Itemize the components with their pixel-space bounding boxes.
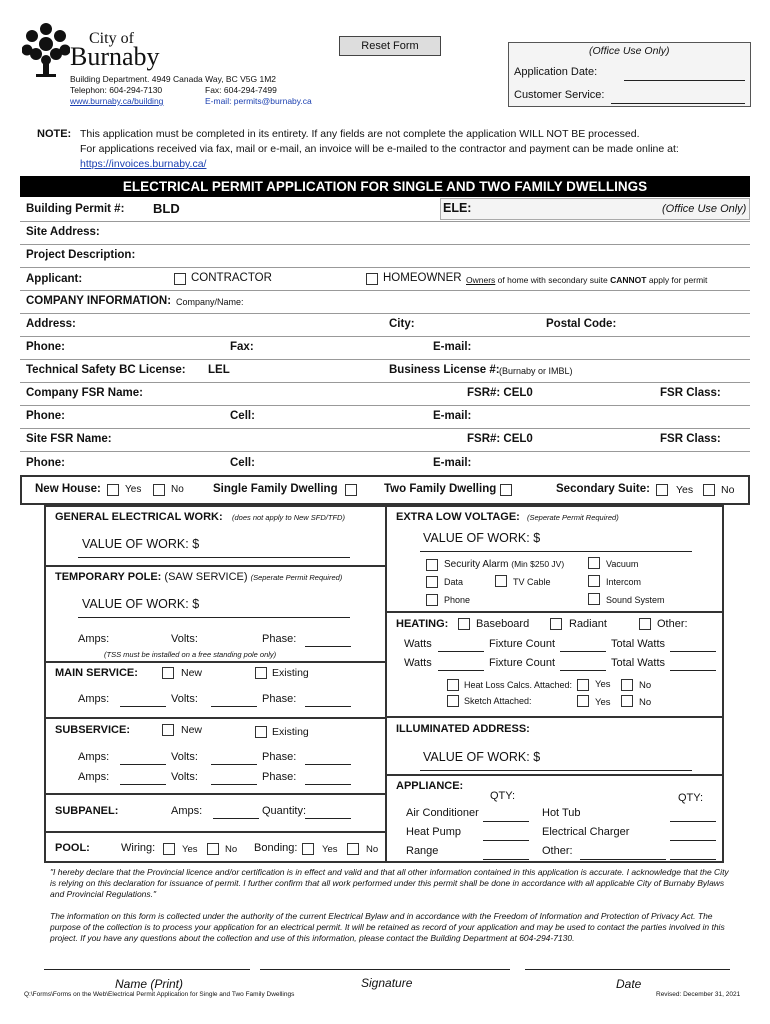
- sub-volts-field-2[interactable]: [211, 784, 257, 785]
- security-alarm-label: [444, 559, 564, 570]
- main-phase-field[interactable]: [305, 706, 351, 707]
- sub-phase-field-2[interactable]: [305, 784, 351, 785]
- saw-service: (SAW SERVICE): [164, 571, 248, 583]
- bonding-no-label: No: [366, 844, 379, 855]
- tsbc-license-label: Technical Safety BC License:: [26, 364, 186, 376]
- hot-tub-qty-field[interactable]: [670, 821, 716, 822]
- security-alarm-checkbox[interactable]: [426, 559, 438, 571]
- burnaby-logo: [22, 22, 70, 80]
- new-house-label: New House:: [35, 483, 101, 495]
- subpanel-quantity-label: Quantity:: [262, 805, 307, 817]
- application-date-field[interactable]: [624, 80, 745, 81]
- main-phase-label: Phase:: [262, 693, 297, 705]
- divider: [20, 244, 750, 245]
- total-watts-field-1[interactable]: [670, 651, 716, 652]
- total-watts-label-2: Total Watts: [611, 657, 665, 669]
- data-label: Data: [444, 577, 464, 587]
- tv-cable-checkbox[interactable]: [495, 575, 507, 587]
- fixture-count-field-2[interactable]: [560, 670, 606, 671]
- divider: [20, 428, 750, 429]
- fixture-count-field-1[interactable]: [560, 651, 606, 652]
- section-divider: [44, 661, 386, 663]
- vacuum-checkbox[interactable]: [588, 557, 600, 569]
- site-phone-label: Phone:: [26, 457, 65, 469]
- divider: [20, 336, 750, 337]
- general-electrical-note: (does not apply to New SFD/TFD): [232, 513, 345, 522]
- customer-service-field[interactable]: [611, 103, 745, 104]
- sketch-no-checkbox[interactable]: [621, 695, 633, 707]
- section-divider: [386, 774, 724, 776]
- bonding-yes-label: Yes: [322, 844, 338, 855]
- site-email-label: E-mail:: [433, 457, 472, 469]
- invoice-link[interactable]: https://invoices.burnaby.ca/: [80, 158, 207, 170]
- air-conditioner-label: Air Conditioner: [406, 807, 479, 819]
- heat-loss-label: Heat Loss Calcs. Attached:: [464, 680, 573, 690]
- baseboard-checkbox[interactable]: [458, 618, 470, 630]
- fsr-cell-label: Cell:: [230, 410, 255, 422]
- bld-prefix: BLD: [153, 201, 180, 216]
- sketch-checkbox[interactable]: [447, 695, 459, 707]
- sketch-yes-label: Yes: [595, 697, 611, 708]
- fax-label: Fax:: [230, 341, 254, 353]
- elv-note: (Seperate Permit Required): [527, 513, 619, 522]
- other-appliance-label: Other:: [542, 845, 573, 857]
- contractor-checkbox[interactable]: [174, 273, 186, 285]
- sub-amps-field-2[interactable]: [120, 784, 166, 785]
- owners-note: [466, 275, 707, 285]
- subservice-existing-label: Existing: [272, 726, 309, 738]
- single-family-checkbox[interactable]: [345, 484, 357, 496]
- temp-phase-field[interactable]: [305, 646, 351, 647]
- main-service-existing-label: Existing: [272, 667, 309, 679]
- illuminated-address-title: ILLUMINATED ADDRESS:: [396, 723, 530, 735]
- sub-phase-field-1[interactable]: [305, 764, 351, 765]
- security-alarm-text: Security Alarm: [444, 559, 509, 570]
- customer-service-label: Customer Service:: [514, 89, 605, 101]
- fax: Fax: 604-294-7499: [205, 85, 277, 95]
- pool-wiring-label: Wiring:: [121, 842, 156, 854]
- watts-label-2: Watts: [404, 657, 432, 669]
- pool-title: POOL:: [55, 842, 90, 854]
- security-alarm-note: (Min $250 JV): [511, 559, 565, 569]
- fsr-email-label: E-mail:: [433, 410, 472, 422]
- form-title: ELECTRICAL PERMIT APPLICATION FOR SINGLE AND TWO FAMILY DWELLINGS: [20, 176, 750, 197]
- heat-pump-qty-field[interactable]: [483, 840, 529, 841]
- company-info-label: COMPANY INFORMATION:: [26, 295, 172, 307]
- secondary-suite-no-checkbox[interactable]: [703, 484, 715, 496]
- office-use-title: (Office Use Only): [589, 45, 670, 57]
- wiring-yes-label: Yes: [182, 844, 198, 855]
- sketch-no-label: No: [639, 697, 652, 708]
- appliance-title: APPLIANCE:: [396, 780, 464, 792]
- heating-title: HEATING:: [396, 618, 449, 630]
- new-house-no-checkbox[interactable]: [153, 484, 165, 496]
- company-fsr-label: Company FSR Name:: [26, 387, 143, 399]
- other-heating-checkbox[interactable]: [639, 618, 651, 630]
- homeowner-label: HOMEOWNER: [383, 272, 462, 284]
- main-service-title: MAIN SERVICE:: [55, 667, 138, 679]
- fixture-count-label-1: Fixture Count: [489, 638, 556, 650]
- phone-label: Phone:: [26, 341, 65, 353]
- sound-system-checkbox[interactable]: [588, 593, 600, 605]
- main-volts-field[interactable]: [211, 706, 257, 707]
- electrical-charger-qty-field[interactable]: [670, 840, 716, 841]
- divider: [20, 221, 750, 222]
- secondary-suite-yes-checkbox[interactable]: [656, 484, 668, 496]
- general-electrical-title: GENERAL ELECTRICAL WORK:: [55, 511, 223, 523]
- cannot-word: CANNOT: [610, 275, 647, 285]
- declaration-text: "I hereby declare that the Provincial licence and/or certification is in effect and valid and that all other information contained in this application is accurate. I acknowledge that the City is relying on this declaration for issuance of permit. I further confirm that all work performed under this permit shall be done in accordance with all applicable City of Burnaby Bylaws and Provincial Regulations.": [50, 867, 729, 899]
- business-license-label: Business License #:: [389, 364, 500, 376]
- secondary-suite-no-label: No: [721, 484, 735, 496]
- email-text: [205, 96, 312, 106]
- temp-value-label: VALUE OF WORK: $: [82, 597, 200, 611]
- lel-prefix: LEL: [208, 364, 230, 376]
- subservice-new-label: New: [181, 724, 203, 736]
- date-field[interactable]: [525, 969, 730, 970]
- subservice-new-checkbox[interactable]: [162, 724, 174, 736]
- ele-office-only: (Office Use Only): [662, 203, 747, 215]
- radiant-checkbox[interactable]: [550, 618, 562, 630]
- reset-form-button[interactable]: Reset Form: [339, 36, 441, 56]
- heat-loss-yes-checkbox[interactable]: [577, 679, 589, 691]
- two-family-checkbox[interactable]: [500, 484, 512, 496]
- name-print-field[interactable]: [44, 969, 250, 970]
- elv-title: EXTRA LOW VOLTAGE:: [396, 511, 520, 523]
- heat-loss-yes-label: Yes: [595, 679, 611, 690]
- heat-loss-checkbox[interactable]: [447, 679, 459, 691]
- range-label: Range: [406, 845, 439, 857]
- general-value-field[interactable]: [78, 557, 350, 558]
- wiring-no-checkbox[interactable]: [207, 843, 219, 855]
- baseboard-label: Baseboard: [476, 618, 530, 630]
- sub-phase-label-2: Phase:: [262, 771, 297, 783]
- office-use-box: [508, 42, 751, 107]
- date-label: Date: [616, 977, 642, 991]
- section-divider: [44, 565, 386, 567]
- signature-field[interactable]: [260, 969, 510, 970]
- sub-volts-field-1[interactable]: [211, 764, 257, 765]
- other-appliance-field[interactable]: [580, 859, 666, 860]
- divider: [20, 405, 750, 406]
- ele-label: ELE:: [443, 201, 472, 215]
- new-house-no-label: No: [171, 484, 184, 495]
- applicant-label: Applicant:: [26, 273, 83, 285]
- divider: [20, 267, 750, 268]
- sub-amps-label-2: Amps:: [78, 771, 110, 783]
- range-qty-field[interactable]: [483, 859, 529, 860]
- section-divider: [44, 717, 386, 719]
- note-line-1: This application must be completed in its entirety. If any fields are not complete the application WILL NOT BE processed.: [80, 128, 640, 140]
- burnaby-wordmark: Burnaby: [70, 42, 160, 71]
- email-label: E-mail:: [433, 341, 472, 353]
- subpanel-amps-label: Amps:: [171, 805, 203, 817]
- sub-volts-label-2: Volts:: [171, 771, 198, 783]
- elv-value-field[interactable]: [420, 551, 692, 552]
- sketch-label: Sketch Attached:: [464, 696, 532, 706]
- divider: [20, 359, 750, 360]
- divider: [20, 382, 750, 383]
- wiring-yes-checkbox[interactable]: [163, 843, 175, 855]
- other-appliance-qty-field[interactable]: [670, 859, 716, 860]
- secondary-suite-label: Secondary Suite:: [556, 483, 650, 495]
- city-of-text: City of: [89, 30, 134, 47]
- tv-cable-label: TV Cable: [513, 577, 551, 587]
- address-label: Address:: [26, 318, 76, 330]
- city-label: City:: [389, 318, 415, 330]
- note-label: NOTE:: [37, 128, 72, 140]
- building-permit-label: Building Permit #:: [26, 203, 125, 215]
- note-line-2: For applications received via fax, mail or e-mail, an invoice will be e-mailed to the contractor and payment can be made online at:: [80, 143, 679, 155]
- heat-loss-no-checkbox[interactable]: [621, 679, 633, 691]
- new-house-yes-label: Yes: [125, 484, 142, 495]
- vacuum-label: Vacuum: [606, 559, 639, 569]
- illuminated-value-field[interactable]: [420, 770, 692, 771]
- temporary-pole-title: [55, 571, 342, 583]
- watts-label-1: Watts: [404, 638, 432, 650]
- electrical-charger-label: Electrical Charger: [542, 826, 630, 838]
- appliance-qty-label-1: QTY:: [490, 790, 516, 802]
- website-link[interactable]: www.burnaby.ca/building: [70, 96, 164, 106]
- pool-bonding-label: Bonding:: [254, 842, 298, 854]
- telephone: Telephon: 604-294-7130: [70, 85, 163, 95]
- privacy-text: The information on this form is collected under the authority of the current Electrical Bylaw and in accordance with the Freedom of Information and Protection of Privacy Act. The purpose of the collection is to process your application for an electrical permit. It will be retained as record of your application and may be used to contact the parties involved in this project. If you have any questions about the collection and use of this information, please contact the Building Department at 604-294-7130.: [50, 911, 725, 943]
- temp-pole-word: TEMPORARY POLE:: [55, 571, 162, 583]
- section-divider: [44, 831, 386, 833]
- intercom-checkbox[interactable]: [588, 575, 600, 587]
- subpanel-quantity-field[interactable]: [305, 818, 351, 819]
- temp-value-field[interactable]: [78, 617, 350, 618]
- fixture-count-label-2: Fixture Count: [489, 657, 556, 669]
- general-value-label: VALUE OF WORK: $: [82, 537, 200, 551]
- wiring-no-label: No: [225, 844, 238, 855]
- illuminated-value-label: VALUE OF WORK: $: [423, 750, 541, 764]
- fsr-phone-label: Phone:: [26, 410, 65, 422]
- footer-path: Q:\Forms\Forms on the Web\Electrical Permit Application for Single and Two Family Dwellings: [24, 991, 295, 998]
- bonding-no-checkbox[interactable]: [347, 843, 359, 855]
- subservice-title: SUBSERVICE:: [55, 724, 130, 736]
- heat-pump-label: Heat Pump: [406, 826, 462, 838]
- main-amps-label: Amps:: [78, 693, 110, 705]
- main-service-new-label: New: [181, 667, 203, 679]
- column-divider: [385, 505, 387, 863]
- sub-amps-label-1: Amps:: [78, 751, 110, 763]
- subservice-existing-checkbox[interactable]: [255, 726, 267, 738]
- section-divider: [44, 793, 386, 795]
- divider: [20, 313, 750, 314]
- business-license-note: (Burnaby or IMBL): [499, 366, 573, 376]
- owners-word: Owners: [466, 275, 496, 285]
- site-fsr-class-label: FSR Class:: [660, 433, 721, 445]
- homeowner-checkbox[interactable]: [366, 273, 378, 285]
- sub-phase-label-1: Phase:: [262, 751, 297, 763]
- owners-note-a: of home with secondary suite: [495, 275, 611, 285]
- phone-checkbox[interactable]: [426, 594, 438, 606]
- department-address: Building Department. 4949 Canada Way, BC V5G 1M2: [70, 74, 276, 84]
- project-description-label: Project Description:: [26, 249, 136, 261]
- sub-amps-field-1[interactable]: [120, 764, 166, 765]
- sketch-yes-checkbox[interactable]: [577, 695, 589, 707]
- sub-volts-label-1: Volts:: [171, 751, 198, 763]
- tss-note: (TSS must be installed on a free standing pole only): [104, 650, 277, 659]
- watts-field-2[interactable]: [438, 670, 484, 671]
- divider: [20, 451, 750, 452]
- sound-system-label: Sound System: [606, 595, 665, 605]
- hot-tub-label: Hot Tub: [542, 807, 581, 819]
- bonding-yes-checkbox[interactable]: [302, 843, 314, 855]
- divider: [20, 290, 750, 291]
- postal-code-label: Postal Code:: [546, 318, 617, 330]
- owners-note-b: apply for permit: [646, 275, 708, 285]
- single-family-label: Single Family Dwelling: [213, 483, 338, 495]
- air-conditioner-qty-field[interactable]: [483, 821, 529, 822]
- temp-phase-label: Phase:: [262, 633, 297, 645]
- secondary-suite-yes-label: Yes: [676, 484, 694, 496]
- company-name-label: Company/Name:: [176, 297, 244, 307]
- main-service-new-checkbox[interactable]: [162, 667, 174, 679]
- heat-loss-no-label: No: [639, 680, 652, 691]
- new-house-yes-checkbox[interactable]: [107, 484, 119, 496]
- name-print-label: Name (Print): [115, 977, 184, 991]
- other-heating-label: Other:: [657, 618, 688, 630]
- contractor-label: CONTRACTOR: [191, 272, 272, 284]
- subpanel-amps-field[interactable]: [213, 818, 259, 819]
- radiant-label: Radiant: [569, 618, 607, 630]
- phone-label: Phone: [444, 595, 471, 605]
- two-family-label: Two Family Dwelling: [384, 483, 497, 495]
- temp-volts-label: Volts:: [171, 633, 198, 645]
- signature-label: Signature: [361, 976, 413, 990]
- intercom-label: Intercom: [606, 577, 642, 587]
- revised-date: Revised: December 31, 2021: [656, 991, 741, 998]
- subpanel-title: SUBPANEL:: [55, 805, 119, 817]
- section-divider: [386, 611, 724, 613]
- site-fsr-number-label: FSR#: CEL0: [467, 433, 533, 445]
- fsr-number-label: FSR#: CEL0: [467, 387, 533, 399]
- application-date-label: Application Date:: [514, 66, 598, 78]
- site-fsr-label: Site FSR Name:: [26, 433, 112, 445]
- data-checkbox[interactable]: [426, 576, 438, 588]
- email-value: E-mail: permits@burnaby.ca: [205, 96, 312, 106]
- appliance-qty-label-2: QTY:: [678, 792, 704, 804]
- main-amps-field[interactable]: [120, 706, 166, 707]
- watts-field-1[interactable]: [438, 651, 484, 652]
- temp-amps-label: Amps:: [78, 633, 110, 645]
- fsr-class-label: FSR Class:: [660, 387, 721, 399]
- site-cell-label: Cell:: [230, 457, 255, 469]
- main-service-existing-checkbox[interactable]: [255, 667, 267, 679]
- temp-pole-note: (Seperate Permit Required): [250, 573, 343, 582]
- elv-value-label: VALUE OF WORK: $: [423, 531, 541, 545]
- section-divider: [386, 716, 724, 718]
- total-watts-label-1: Total Watts: [611, 638, 665, 650]
- total-watts-field-2[interactable]: [670, 670, 716, 671]
- main-volts-label: Volts:: [171, 693, 198, 705]
- site-address-label: Site Address:: [26, 226, 100, 238]
